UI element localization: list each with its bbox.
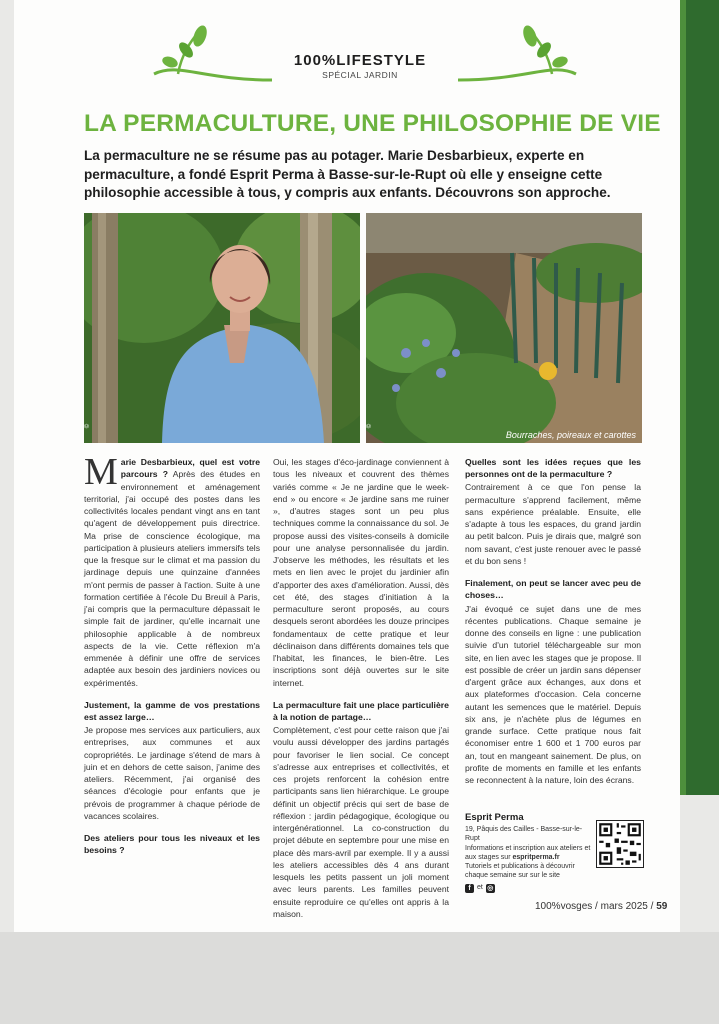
infobox-info-text: Informations et inscription aux ateliers et aux stages sur: [465, 844, 591, 861]
answer-text: Oui, les stages d'éco-jardinage conviennent à tous les niveaux et couvrent des thèmes variés comme « Je ne jardine que le week-end » ou encore « Je jardine sans me ruiner », d'autres stages sont un peu plus techniques comme la connaissance du sol. Je propose aussi des visites-conseils à domicile pour une analyse personnalisée du jardin. J'observe les méthodes, les résultats et les mets en lien avec le projet du jardinier afin d'apporter des axes d'amélioration. Aussi, dès cet été, des stages d'initiation à la permaculture seront proposés, au cours desquels seront abordées les douze principes fondamentaux de cette pratique et leur déclinaison dans différents domaines tels que l'habitat, les finances, le bien-être. Les inscriptions sont déjà ouvertes sur le site internet.: [273, 457, 449, 688]
issue-date: mars 2025: [600, 901, 648, 912]
article-column-3: [465, 456, 641, 786]
and-text: et: [477, 884, 483, 892]
photo-caption: Bourraches, poireaux et carottes: [505, 430, 636, 440]
question-heading: arie Desbarbieux, quel est votre parcours ?: [120, 457, 260, 480]
question-heading: Justement, la gamme de vos prestations est assez large…: [84, 699, 260, 722]
leaf-sprig-right-icon: [452, 22, 582, 92]
facebook-icon[interactable]: f: [465, 884, 474, 893]
article-intro: La permaculture ne se résume pas au potager. Marie Desbarbieux, experte en permaculture, a fondé Esprit Perma à Basse-sur-le-Rupt où elle y enseigne cette philosophie accessible à tous, y compris aux enfants. Découvrons son approche.: [84, 148, 611, 200]
section-label: SPÉCIAL JARDIN: [322, 70, 398, 80]
leaf-sprig-left-icon: [148, 22, 278, 92]
question-heading: La permaculture fait une place particulière à la notion de partage…: [273, 699, 449, 722]
photo-credit: ©: [85, 423, 92, 429]
scan-background: [0, 932, 719, 1024]
answer-text: Contrairement à ce que l'on pense la permaculture s'apprend facilement, même sans expérience préalable. Ensuite, elle s'adapte à tous les espaces, du grand jardin au petit balcon. Puis je dirais que, malgré son nom savant, c'est juste renouer avec le passé et du bon sens !: [465, 482, 641, 566]
question-heading: Des ateliers pour tous les niveaux et les besoins ?: [84, 833, 260, 856]
article-headline: LA PERMACULTURE, UNE PHILOSOPHIE DE VIE: [84, 110, 661, 137]
question-heading: Quelles sont les idées reçues que les personnes ont de la permaculture ?: [465, 457, 641, 480]
website-link[interactable]: espritperma.fr: [512, 853, 560, 861]
answer-text: J'ai évoqué ce sujet dans une de mes récentes publications. Chaque semaine je donne des conseils en ligne : une publication suivie d'un tutoriel téléchargeable sur mon site, en lien avec les stages que je propose. Il est possible de créer un jardin sans dépenser d'argent grâce aux échanges, aux dons et aux plateformes d'occasion. Cela concerne autant les semences que le matériel. Depuis six ans, je n'achète plus de légumes en grande surface. Cette pratique nous fait économiser entre 1 600 et 1 700 euros par an, tout en mangeant sainement. De plus, on profite de moments en famille et les enfants se reconnectent à la nature, loin des écrans.: [465, 603, 641, 786]
folio-separator: /: [595, 901, 598, 912]
contact-infobox: [465, 813, 595, 893]
folio-separator: /: [650, 901, 654, 912]
answer-text: Après des études en environnement et aménagement territorial, j'ai occupé des postes dans les collectivités locales pendant vingt ans en tant qu'agent de développement puis directrice. Ma prise de conscience écologique, ma participation à plusieurs ateliers immersifs tels que la fresque sur le climat et ma passion du jardinage depuis une quinzaine d'années m'ont permis de passer à l'action. Suite à une formation certifiée à l'école Du Breuil à Paris, j'ai compris que la permaculture dépassait le simple fait de jardiner, qu'elle incarnait une philosophie applicable à de nombreux aspects de la vie. Cette réflexion m'a emmenée à définir une offre de services adaptée aux besoin des jardiniers novices ou expérimentés.: [84, 469, 260, 688]
answer-text: Complètement, c'est pour cette raison que j'ai voulu aussi développer des jardins partagés pour favoriser le lien social. Ce concept s'adresse aux entreprises et collectivités, et ces projets renforcent la cohésion entre participants sans lien hiérarchique. Le groupe définit un objectif précis qui sert de base de réflexion : jardin pédagogique, écologique ou intergénérationnel. La co-construction du projet débute en septembre pour une mise en place dès mars-avril par exemple. Il y a aussi les ateliers accessibles dès 4 ans durant lesquels les petits passent un joli moment avec leurs parents. Les familles peuvent ensuite reproduire ce qu'elles ont appris à la maison.: [273, 725, 449, 919]
garden-photo: [366, 213, 642, 443]
portrait-photo: [84, 213, 360, 443]
paragraph: [84, 451, 260, 689]
qr-code-icon[interactable]: [596, 820, 644, 868]
article-column-1: [84, 451, 260, 858]
article-column-2: [273, 456, 449, 920]
infobox-info-text: Tutoriels et publications à découvrir chaque semaine sur sur le site: [465, 863, 575, 880]
infobox-title: Esprit Perma: [465, 812, 524, 823]
brand-name: 100%LIFESTYLE: [293, 52, 427, 69]
magazine-brand: [260, 52, 460, 80]
page-footer: [535, 901, 667, 912]
page-number: 59: [656, 901, 668, 912]
question-heading: Finalement, on peut se lancer avec peu de choses…: [465, 578, 641, 601]
green-edge-bar: [680, 0, 719, 795]
infobox-address: 19, Pâquis des Cailles - Basse-sur-le-Rupt: [465, 826, 583, 843]
magazine-name: 100%vosges: [535, 901, 593, 912]
instagram-icon[interactable]: ◎: [487, 884, 494, 892]
infobox-info: [465, 844, 595, 862]
infobox-social-line: [465, 862, 595, 893]
photo-credit: ©: [367, 423, 374, 429]
drop-cap: M: [84, 451, 118, 493]
answer-text: Je propose mes services aux particuliers, aux entreprises, aux communes et aux copropriétés. Le jardinage s'étend de mars à juin et en dehors de cette saison, j'anime des ateliers. Récemment, j'ai organisé des séances d'écologie pour enfants que je prévois de programmer à chaque période de vacances scolaires.: [84, 725, 260, 821]
